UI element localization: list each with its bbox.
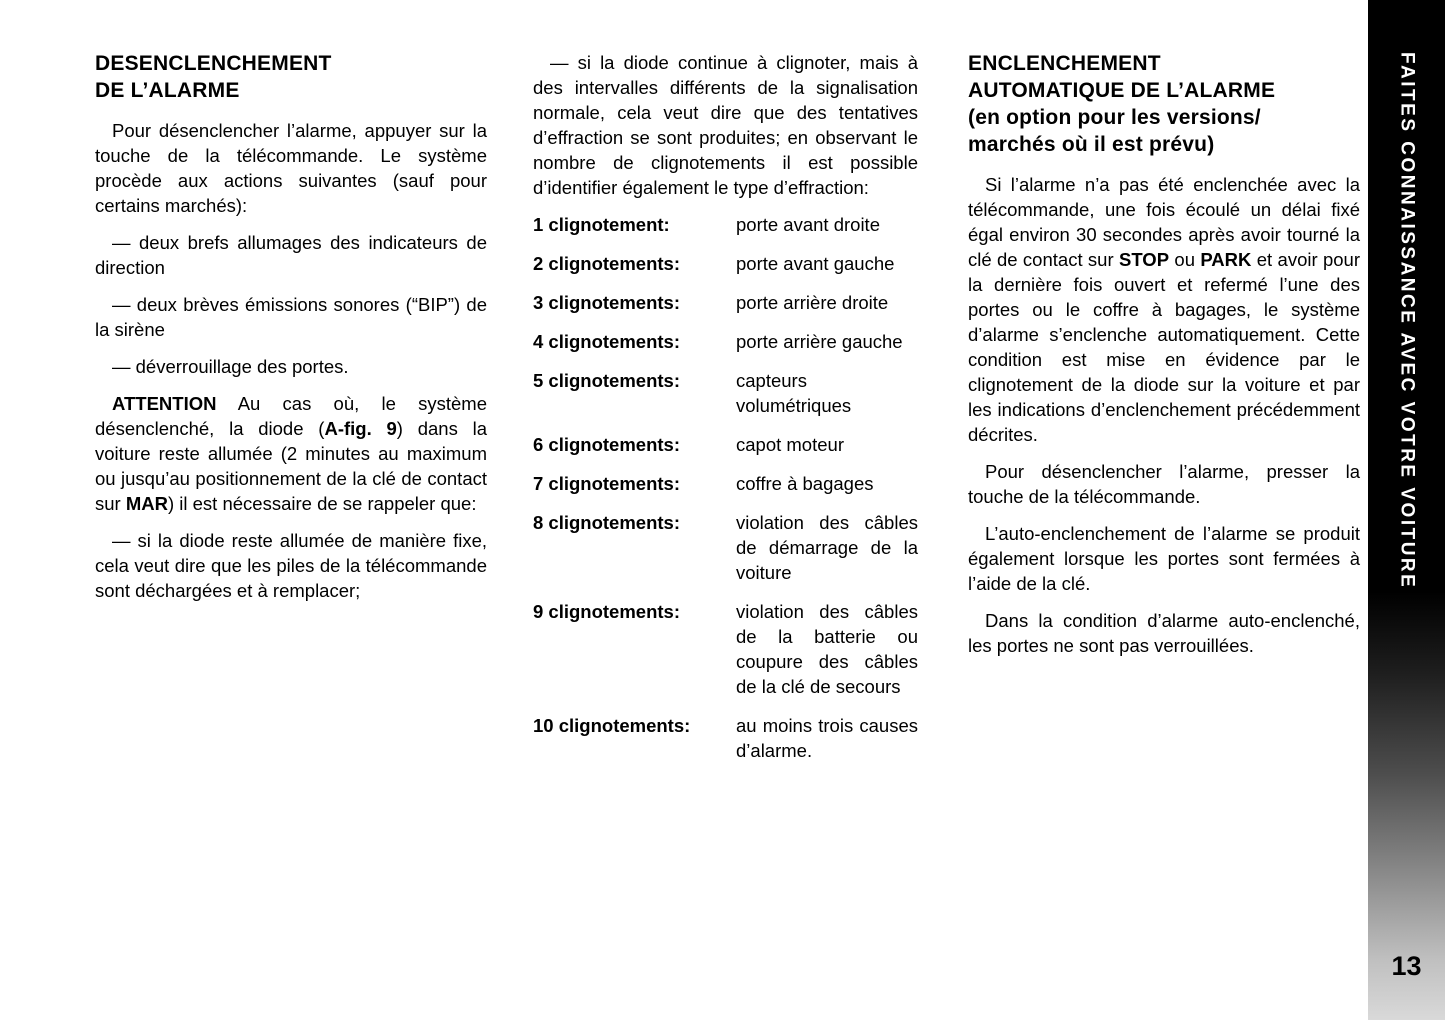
page-number: 13 <box>1391 951 1422 981</box>
blink-list-item <box>533 432 918 457</box>
dash-item: — si la diode reste allumée de manière fixe, cela veut dire que les piles de la télécommande sont déchargées et à remplacer; <box>95 530 487 601</box>
chapter-tab <box>1368 0 1445 1020</box>
attention-text: Au cas où, le système désenclenché, la diode ( <box>95 393 487 439</box>
blink-list-item <box>533 713 918 763</box>
blink-list-item <box>533 329 918 354</box>
paragraph <box>968 172 1360 447</box>
blink-list-item <box>533 290 918 315</box>
key-position-park: PARK <box>1200 249 1252 270</box>
column-middle <box>533 50 918 777</box>
blink-list-item <box>533 510 918 585</box>
blink-desc: porte avant gauche <box>736 253 895 274</box>
blink-desc: porte arrière droite <box>736 292 889 313</box>
blink-desc: au moins trois causes d’alarme. <box>736 715 918 761</box>
blink-desc: capteurs volumétriques <box>736 370 852 416</box>
attention-text: ) dans la voiture reste allumée (2 minutes au maximum ou jusqu’au positionnement de la clé de contact sur <box>95 418 487 514</box>
blink-desc: porte arrière gauche <box>736 331 903 352</box>
figure-reference: A-fig. 9 <box>324 418 397 439</box>
blink-count: 10 clignotements: <box>533 715 691 736</box>
blink-list-item <box>533 599 918 699</box>
blink-count: 2 clignotements: <box>533 253 680 274</box>
dash-item: — deux brèves émissions sonores (“BIP”) de la sirène <box>95 294 487 340</box>
dash-item: — si la diode continue à clignoter, mais à des intervalles différents de la signalisation normale, cela veut dire que des tentatives d’effraction se sont produites; en observant le nombre de clignotements il est possible d’identifier également le type d’effraction: <box>533 52 918 198</box>
blink-count: 1 clignotement: <box>533 214 670 235</box>
blink-count: 5 clignotements: <box>533 370 680 391</box>
heading-line: ENCLENCHEMENT <box>968 52 1161 75</box>
blink-count: 8 clignotements: <box>533 512 680 533</box>
section-heading-desenclenchement <box>95 50 487 104</box>
section-heading-enclenchement <box>968 50 1360 158</box>
heading-line: DESENCLENCHEMENT <box>95 52 332 75</box>
dash-item: — deux brefs allumages des indicateurs de direction <box>95 232 487 278</box>
blink-desc: coffre à bagages <box>736 473 874 494</box>
heading-line: marchés où il est prévu) <box>968 133 1215 156</box>
paragraph: Pour désenclencher l’alarme, presser la touche de la télécommande. <box>968 461 1360 507</box>
paragraph-text: ou <box>1169 249 1201 270</box>
attention-paragraph <box>95 391 487 516</box>
blink-count: 3 clignotements: <box>533 292 680 313</box>
chapter-tab-label: FAITES CONNAISSANCE AVEC VOTRE VOITURE <box>1396 52 1418 590</box>
blink-list-item <box>533 251 918 276</box>
blink-count: 4 clignotements: <box>533 331 680 352</box>
column-left <box>95 50 487 615</box>
key-position-mar: MAR <box>125 493 168 514</box>
blink-count: 9 clignotements: <box>533 601 680 622</box>
blink-desc: violation des câbles de démarrage de la voiture <box>736 512 918 583</box>
column-right <box>968 50 1360 670</box>
blink-desc: porte avant droite <box>736 214 880 235</box>
blink-count: 6 clignotements: <box>533 434 680 455</box>
blink-list-item <box>533 212 918 237</box>
blink-count: 7 clignotements: <box>533 473 680 494</box>
blink-code-list <box>533 212 918 763</box>
blink-desc: violation des câbles de la batterie ou coupure des câbles de la clé de secours <box>736 601 918 697</box>
paragraph: Dans la condition d’alarme auto-enclenché, les portes ne sont pas verrouillées. <box>968 610 1360 656</box>
heading-line: (en option pour les versions/ <box>968 106 1261 129</box>
dash-item: — déverrouillage des portes. <box>112 356 349 377</box>
paragraph-text: Si l’alarme n’a pas été enclenchée avec la télécommande, une fois écoulé un délai fixé égal environ 30 secondes après avoir tourné la clé de contact sur <box>968 174 1360 270</box>
blink-list-item <box>533 471 918 496</box>
blink-list-item <box>533 368 918 418</box>
paragraph-text: et avoir pour la dernière fois ouvert et refermé l’une des portes ou le coffre à bagages, le système d’alarme s’enclenche automatiquement. Cette condition est mise en évidence par le clignotement de la diode sur la voiture et par les indications d’enclenchement précédemment décrites. <box>968 249 1361 445</box>
key-position-stop: STOP <box>1119 249 1170 270</box>
attention-text: ) il est nécessaire de se rappeler que: <box>167 493 477 514</box>
blink-desc: capot moteur <box>736 434 844 455</box>
attention-label: ATTENTION <box>112 393 217 414</box>
paragraph: L’auto-enclenchement de l’alarme se produit également lorsque les portes sont fermées à l’aide de la clé. <box>968 523 1360 594</box>
heading-line: DE L’ALARME <box>95 79 240 102</box>
paragraph-intro: Pour désenclencher l’alarme, appuyer sur la touche de la télécommande. Le système procède aux actions suivantes (sauf pour certains marchés): <box>95 120 487 216</box>
heading-line: AUTOMATIQUE DE L’ALARME <box>968 79 1276 102</box>
